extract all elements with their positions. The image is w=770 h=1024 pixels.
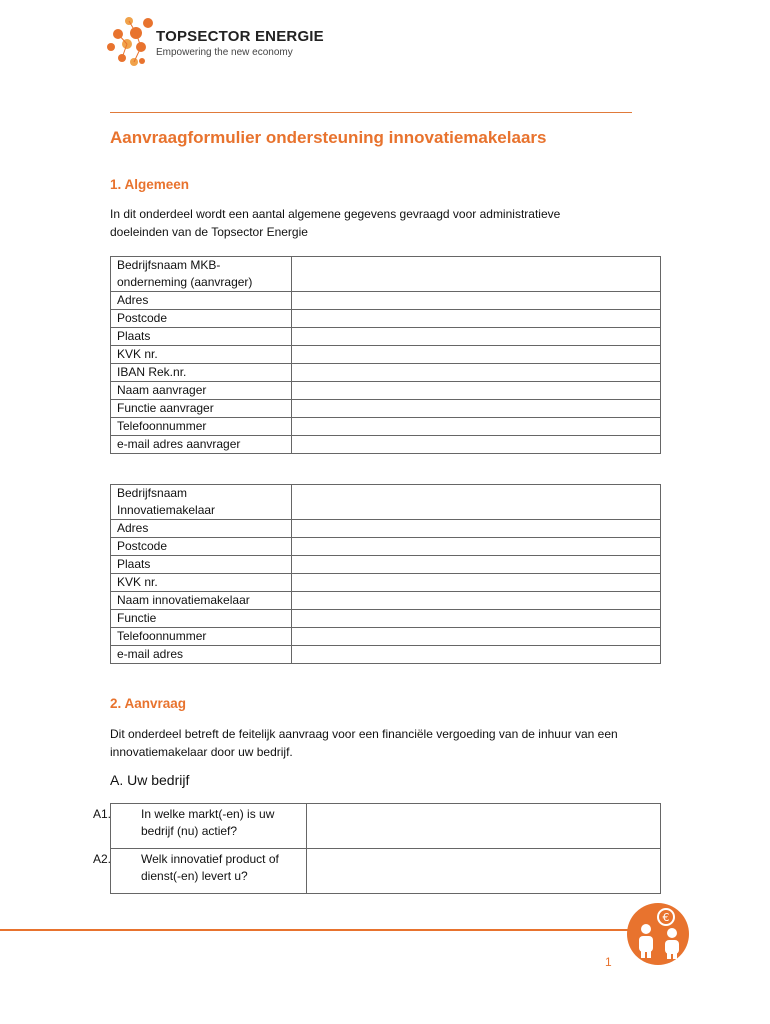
brand-tagline: Empowering the new economy bbox=[156, 47, 293, 58]
footer-divider bbox=[0, 929, 632, 931]
field-input[interactable] bbox=[292, 574, 661, 592]
table-row bbox=[111, 292, 661, 310]
table-row bbox=[111, 310, 661, 328]
header-divider bbox=[110, 112, 632, 113]
table-row bbox=[111, 485, 661, 520]
field-input[interactable] bbox=[292, 538, 661, 556]
field-label: Telefoonnummer bbox=[111, 628, 292, 646]
brand-name: TOPSECTOR ENERGIE bbox=[156, 28, 324, 45]
answer-input[interactable] bbox=[307, 849, 661, 894]
field-input[interactable] bbox=[292, 257, 661, 292]
field-label: Naam innovatiemakelaar bbox=[111, 592, 292, 610]
field-label: Bedrijfsnaam MKB-onderneming (aanvrager) bbox=[111, 257, 292, 292]
field-input[interactable] bbox=[292, 328, 661, 346]
table-row bbox=[111, 610, 661, 628]
section2-intro-line2: innovatiemakelaar door uw bedrijf. bbox=[110, 745, 293, 759]
section2-intro bbox=[110, 725, 660, 761]
field-label: Adres bbox=[111, 292, 292, 310]
question-text-a1 bbox=[93, 806, 302, 840]
field-label: Functie aanvrager bbox=[111, 400, 292, 418]
field-label: IBAN Rek.nr. bbox=[111, 364, 292, 382]
answer-input[interactable] bbox=[307, 804, 661, 849]
question-body: In welke markt(-en) is uw bedrijf (nu) actief? bbox=[141, 807, 275, 838]
table-row bbox=[111, 418, 661, 436]
field-input[interactable] bbox=[292, 556, 661, 574]
field-label: Naam aanvrager bbox=[111, 382, 292, 400]
logo-dots-icon bbox=[106, 14, 154, 72]
table-row bbox=[111, 556, 661, 574]
table-row bbox=[111, 804, 661, 849]
table-row bbox=[111, 574, 661, 592]
page-number: 1 bbox=[605, 955, 612, 969]
section1-intro bbox=[110, 205, 660, 241]
field-input[interactable] bbox=[292, 628, 661, 646]
broker-table bbox=[110, 484, 661, 664]
question-label bbox=[93, 849, 307, 894]
question-text-a2 bbox=[93, 851, 302, 885]
field-label: Postcode bbox=[111, 538, 292, 556]
field-input[interactable] bbox=[292, 646, 661, 664]
question-body: Welk innovatief product of dienst(-en) levert u? bbox=[141, 852, 279, 883]
field-input[interactable] bbox=[292, 364, 661, 382]
table-row bbox=[111, 328, 661, 346]
section-heading-algemeen: 1. Algemeen bbox=[110, 177, 190, 192]
field-input[interactable] bbox=[292, 346, 661, 364]
field-label: KVK nr. bbox=[111, 574, 292, 592]
section2-intro-line1: Dit onderdeel betreft de feitelijk aanvraag voor een financiële vergoeding van de inhuur van een bbox=[110, 727, 618, 741]
subheading-uw-bedrijf: A. Uw bedrijf bbox=[110, 772, 190, 788]
page-title: Aanvraagformulier ondersteuning innovatiemakelaars bbox=[110, 128, 547, 147]
question-number: A2. bbox=[93, 852, 112, 866]
field-label: KVK nr. bbox=[111, 346, 292, 364]
table-row bbox=[111, 646, 661, 664]
field-input[interactable] bbox=[292, 418, 661, 436]
field-label: Bedrijfsnaam Innovatiemakelaar bbox=[111, 485, 292, 520]
field-label: Plaats bbox=[111, 556, 292, 574]
table-row bbox=[111, 346, 661, 364]
table-row bbox=[111, 628, 661, 646]
table-row bbox=[111, 849, 661, 894]
field-input[interactable] bbox=[292, 292, 661, 310]
table-row bbox=[111, 400, 661, 418]
applicant-table bbox=[110, 256, 661, 454]
question-number: A1. bbox=[93, 807, 112, 821]
people-euro-badge-icon bbox=[626, 902, 690, 966]
questions-table bbox=[93, 803, 661, 894]
field-label: Functie bbox=[111, 610, 292, 628]
section-heading-aanvraag: 2. Aanvraag bbox=[110, 696, 187, 711]
field-input[interactable] bbox=[292, 592, 661, 610]
field-label: e-mail adres bbox=[111, 646, 292, 664]
euro-symbol: € bbox=[662, 911, 670, 924]
field-input[interactable] bbox=[292, 610, 661, 628]
table-row bbox=[111, 364, 661, 382]
field-input[interactable] bbox=[292, 436, 661, 454]
table-row bbox=[111, 436, 661, 454]
field-input[interactable] bbox=[292, 520, 661, 538]
table-row bbox=[111, 592, 661, 610]
section1-intro-line2: doeleinden van de Topsector Energie bbox=[110, 225, 308, 239]
field-label: Adres bbox=[111, 520, 292, 538]
topsector-energie-logo bbox=[106, 14, 326, 74]
table-row bbox=[111, 520, 661, 538]
table-row bbox=[111, 382, 661, 400]
section1-intro-line1: In dit onderdeel wordt een aantal algemene gegevens gevraagd voor administratieve bbox=[110, 207, 561, 221]
table-row bbox=[111, 257, 661, 292]
field-label: Telefoonnummer bbox=[111, 418, 292, 436]
field-input[interactable] bbox=[292, 310, 661, 328]
question-label bbox=[93, 804, 307, 849]
field-input[interactable] bbox=[292, 382, 661, 400]
field-input[interactable] bbox=[292, 485, 661, 520]
field-input[interactable] bbox=[292, 400, 661, 418]
field-label: Plaats bbox=[111, 328, 292, 346]
field-label: e-mail adres aanvrager bbox=[111, 436, 292, 454]
field-label: Postcode bbox=[111, 310, 292, 328]
table-row bbox=[111, 538, 661, 556]
